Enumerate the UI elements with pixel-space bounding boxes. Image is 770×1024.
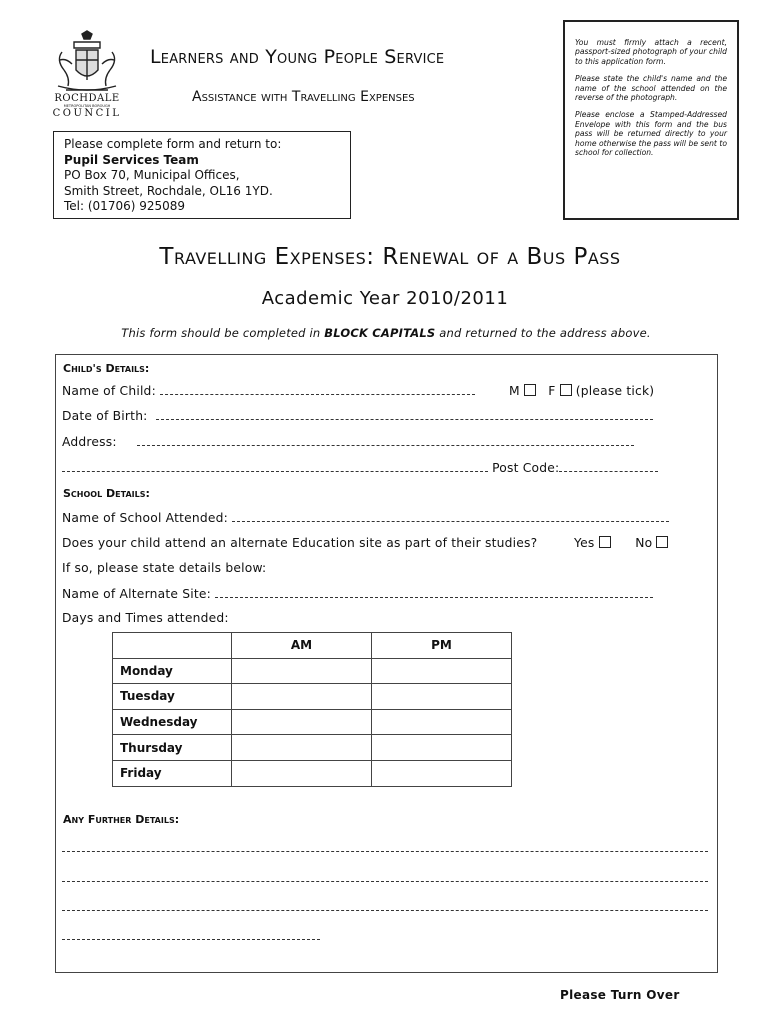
header-blank-cell	[113, 633, 232, 659]
table-row	[113, 684, 512, 710]
council-name: ROCHDALE	[54, 93, 120, 104]
instruction-text-end: and returned to the address above.	[435, 326, 651, 340]
pm-cell[interactable]	[372, 735, 512, 761]
school-field[interactable]	[232, 512, 669, 522]
pm-cell[interactable]	[372, 684, 512, 710]
council-word: COUNCIL	[52, 108, 122, 119]
return-instruction: Please complete form and return to:	[64, 137, 282, 151]
instruction-emphasis: BLOCK CAPITALS	[324, 326, 436, 340]
day-label: Friday	[113, 760, 232, 786]
day-label: Wednesday	[113, 709, 232, 735]
yes-label: Yes	[574, 536, 595, 550]
return-address-box	[53, 131, 351, 219]
address-row	[62, 435, 634, 449]
alternate-question: Does your child attend an alternate Education site as part of their studies?	[62, 536, 538, 550]
am-cell[interactable]	[232, 684, 372, 710]
address-label: Address:	[62, 435, 117, 449]
envelope-instruction: Please enclose a Stamped-Addressed Envelope with this form and the bus pass will be returned directly to your home otherwise the pass will be sent to school for collection.	[575, 110, 727, 158]
telephone: Tel: (01706) 925089	[64, 199, 186, 213]
day-label: Thursday	[113, 735, 232, 761]
tick-note: (please tick)	[575, 384, 655, 398]
address-field-1[interactable]	[137, 436, 634, 446]
child-name-label: Name of Child:	[62, 384, 156, 398]
coat-of-arms-icon	[52, 30, 122, 94]
no-label: No	[635, 536, 653, 550]
dob-label: Date of Birth:	[62, 409, 148, 423]
service-title: Learners and Young People Service	[150, 46, 445, 68]
council-subtitle: METROPOLITAN BOROUGH	[63, 104, 111, 108]
am-cell[interactable]	[232, 735, 372, 761]
child-name-field[interactable]	[160, 385, 475, 395]
pm-cell[interactable]	[372, 760, 512, 786]
photo-instructions-box	[563, 20, 739, 220]
further-details-heading: Any Further Details:	[63, 813, 180, 826]
academic-year: Academic Year 2010/2011	[261, 288, 509, 309]
form-title: Travelling Expenses: Renewal of a Bus Pass	[159, 244, 621, 270]
child-name-row	[62, 384, 475, 398]
please-turn-over: Please Turn Over	[560, 988, 680, 1002]
completion-instruction	[0, 326, 770, 340]
male-checkbox[interactable]	[524, 384, 536, 396]
female-label: F	[548, 384, 556, 398]
dob-row	[62, 409, 653, 423]
day-label: Monday	[113, 658, 232, 684]
male-label: M	[509, 384, 520, 398]
child-details-heading: Child's Details:	[63, 362, 150, 375]
further-details-line-1[interactable]	[62, 851, 708, 852]
am-header: AM	[232, 633, 372, 659]
days-times-label: Days and Times attended:	[62, 611, 229, 625]
gender-row	[509, 384, 654, 398]
school-details-heading: School Details:	[63, 487, 150, 500]
am-cell[interactable]	[232, 658, 372, 684]
photo-instruction: You must firmly attach a recent, passport-sized photograph of your child to this application form.	[575, 38, 727, 66]
further-details-line-3[interactable]	[62, 910, 708, 911]
school-label: Name of School Attended:	[62, 511, 228, 525]
pm-cell[interactable]	[372, 709, 512, 735]
table-header-row	[113, 633, 512, 659]
address-field-2[interactable]	[62, 462, 488, 472]
dob-field[interactable]	[156, 410, 653, 420]
table-row	[113, 709, 512, 735]
team-name: Pupil Services Team	[64, 152, 199, 167]
alternate-site-field[interactable]	[215, 588, 653, 598]
am-cell[interactable]	[232, 760, 372, 786]
no-checkbox[interactable]	[656, 536, 668, 548]
address-line-2: Smith Street, Rochdale, OL16 1YD.	[64, 183, 273, 198]
further-details-line-2[interactable]	[62, 881, 708, 882]
pm-cell[interactable]	[372, 658, 512, 684]
instruction-text-start: This form should be completed in	[121, 326, 325, 340]
council-crest	[52, 30, 122, 120]
alternate-site-label: Name of Alternate Site:	[62, 587, 211, 601]
postcode-field[interactable]	[559, 462, 658, 472]
address-postcode-row	[62, 461, 658, 475]
yes-checkbox[interactable]	[599, 536, 611, 548]
attendance-table	[112, 632, 512, 787]
alternate-site-row	[62, 587, 653, 601]
am-cell[interactable]	[232, 709, 372, 735]
postcode-label: Post Code:	[492, 461, 560, 475]
further-details-line-4[interactable]	[62, 939, 320, 940]
service-subtitle: Assistance with Travelling Expenses	[192, 89, 415, 105]
address-line-1: PO Box 70, Municipal Offices,	[64, 168, 240, 182]
photo-name-instruction: Please state the child's name and the name of the school attended on the reverse of the photograph.	[575, 74, 727, 103]
yes-no-row	[574, 536, 668, 550]
table-row	[113, 735, 512, 761]
day-label: Tuesday	[113, 684, 232, 710]
school-row	[62, 511, 669, 525]
table-row	[113, 760, 512, 786]
if-so-text: If so, please state details below:	[62, 561, 267, 575]
table-row	[113, 658, 512, 684]
female-checkbox[interactable]	[560, 384, 572, 396]
pm-header: PM	[372, 633, 512, 659]
